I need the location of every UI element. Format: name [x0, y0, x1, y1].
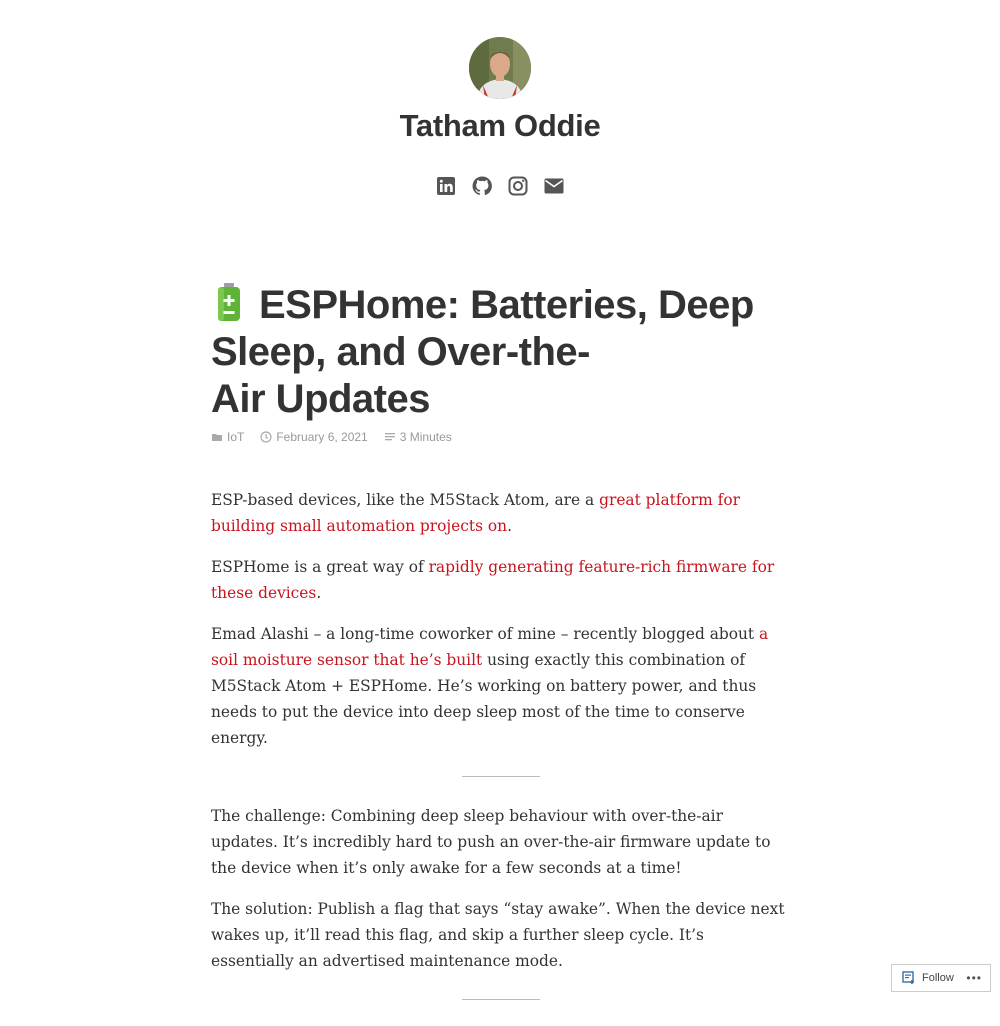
post-title-line1: ESPHome: Batteries, Deep	[259, 283, 754, 327]
post-title-line3: Air Updates	[211, 377, 430, 421]
firmware-link[interactable]: rapidly generating feature-rich firmware for these devices	[211, 558, 775, 602]
text: Emad Alashi – a long-time coworker of mine – recently blogged about	[211, 625, 760, 643]
text: ESP-based devices, like the M5Stack Atom, are a	[211, 491, 600, 509]
post-meta	[211, 430, 468, 444]
avatar[interactable]	[469, 37, 531, 99]
text: .	[316, 584, 322, 602]
date-link[interactable]: February 6, 2021	[276, 430, 368, 444]
more-options-icon[interactable]: •••	[966, 971, 982, 985]
platform-link[interactable]: great platform for building small automation projects on	[211, 491, 740, 535]
post-title-line2: Sleep, and Over-the-	[211, 330, 590, 374]
separator	[462, 776, 540, 777]
reading-time: 3 Minutes	[399, 430, 452, 444]
paragraph	[211, 487, 791, 539]
lines-icon	[384, 431, 396, 443]
follow-icon	[902, 971, 916, 985]
battery-icon	[211, 282, 247, 322]
email-icon[interactable]	[542, 174, 566, 198]
post-title[interactable]	[211, 282, 771, 423]
post-category	[211, 430, 244, 444]
paragraph: The challenge: Combining deep sleep behaviour with over-the-air updates. It’s incredibly hard to push an over-the-air firmware update to the device when it’s only awake for a few seconds at a time!	[211, 807, 771, 877]
post-date	[260, 430, 367, 444]
paragraph	[211, 554, 791, 606]
soil-sensor-link[interactable]: a soil moisture sensor that he’s built	[211, 625, 769, 669]
github-icon[interactable]	[470, 174, 494, 198]
follow-label: Follow	[922, 972, 954, 984]
instagram-icon[interactable]	[506, 174, 530, 198]
paragraph	[211, 621, 791, 751]
category-link[interactable]: IoT	[227, 430, 245, 444]
text: ESPHome is a great way of	[211, 558, 429, 576]
text: using exactly this combination of M5Stack Atom + ESPHome. He’s working on battery power, and thus needs to put the device into deep sleep most of the time to conserve energy.	[211, 651, 757, 747]
linkedin-icon[interactable]	[434, 174, 458, 198]
clock-icon	[260, 431, 272, 443]
site-title[interactable]: Tatham Oddie	[399, 108, 601, 143]
social-links	[0, 174, 1000, 198]
follow-button[interactable]	[891, 964, 991, 992]
post-reading-time	[384, 430, 452, 444]
text: .	[507, 517, 512, 535]
folder-icon	[211, 431, 223, 443]
paragraph: The solution: Publish a flag that says “stay awake”. When the device next wakes up, it’ll read this flag, and skip a further sleep cycle. It’s essentially an advertised maintenance mode.	[211, 900, 785, 970]
post-content	[211, 487, 791, 1026]
